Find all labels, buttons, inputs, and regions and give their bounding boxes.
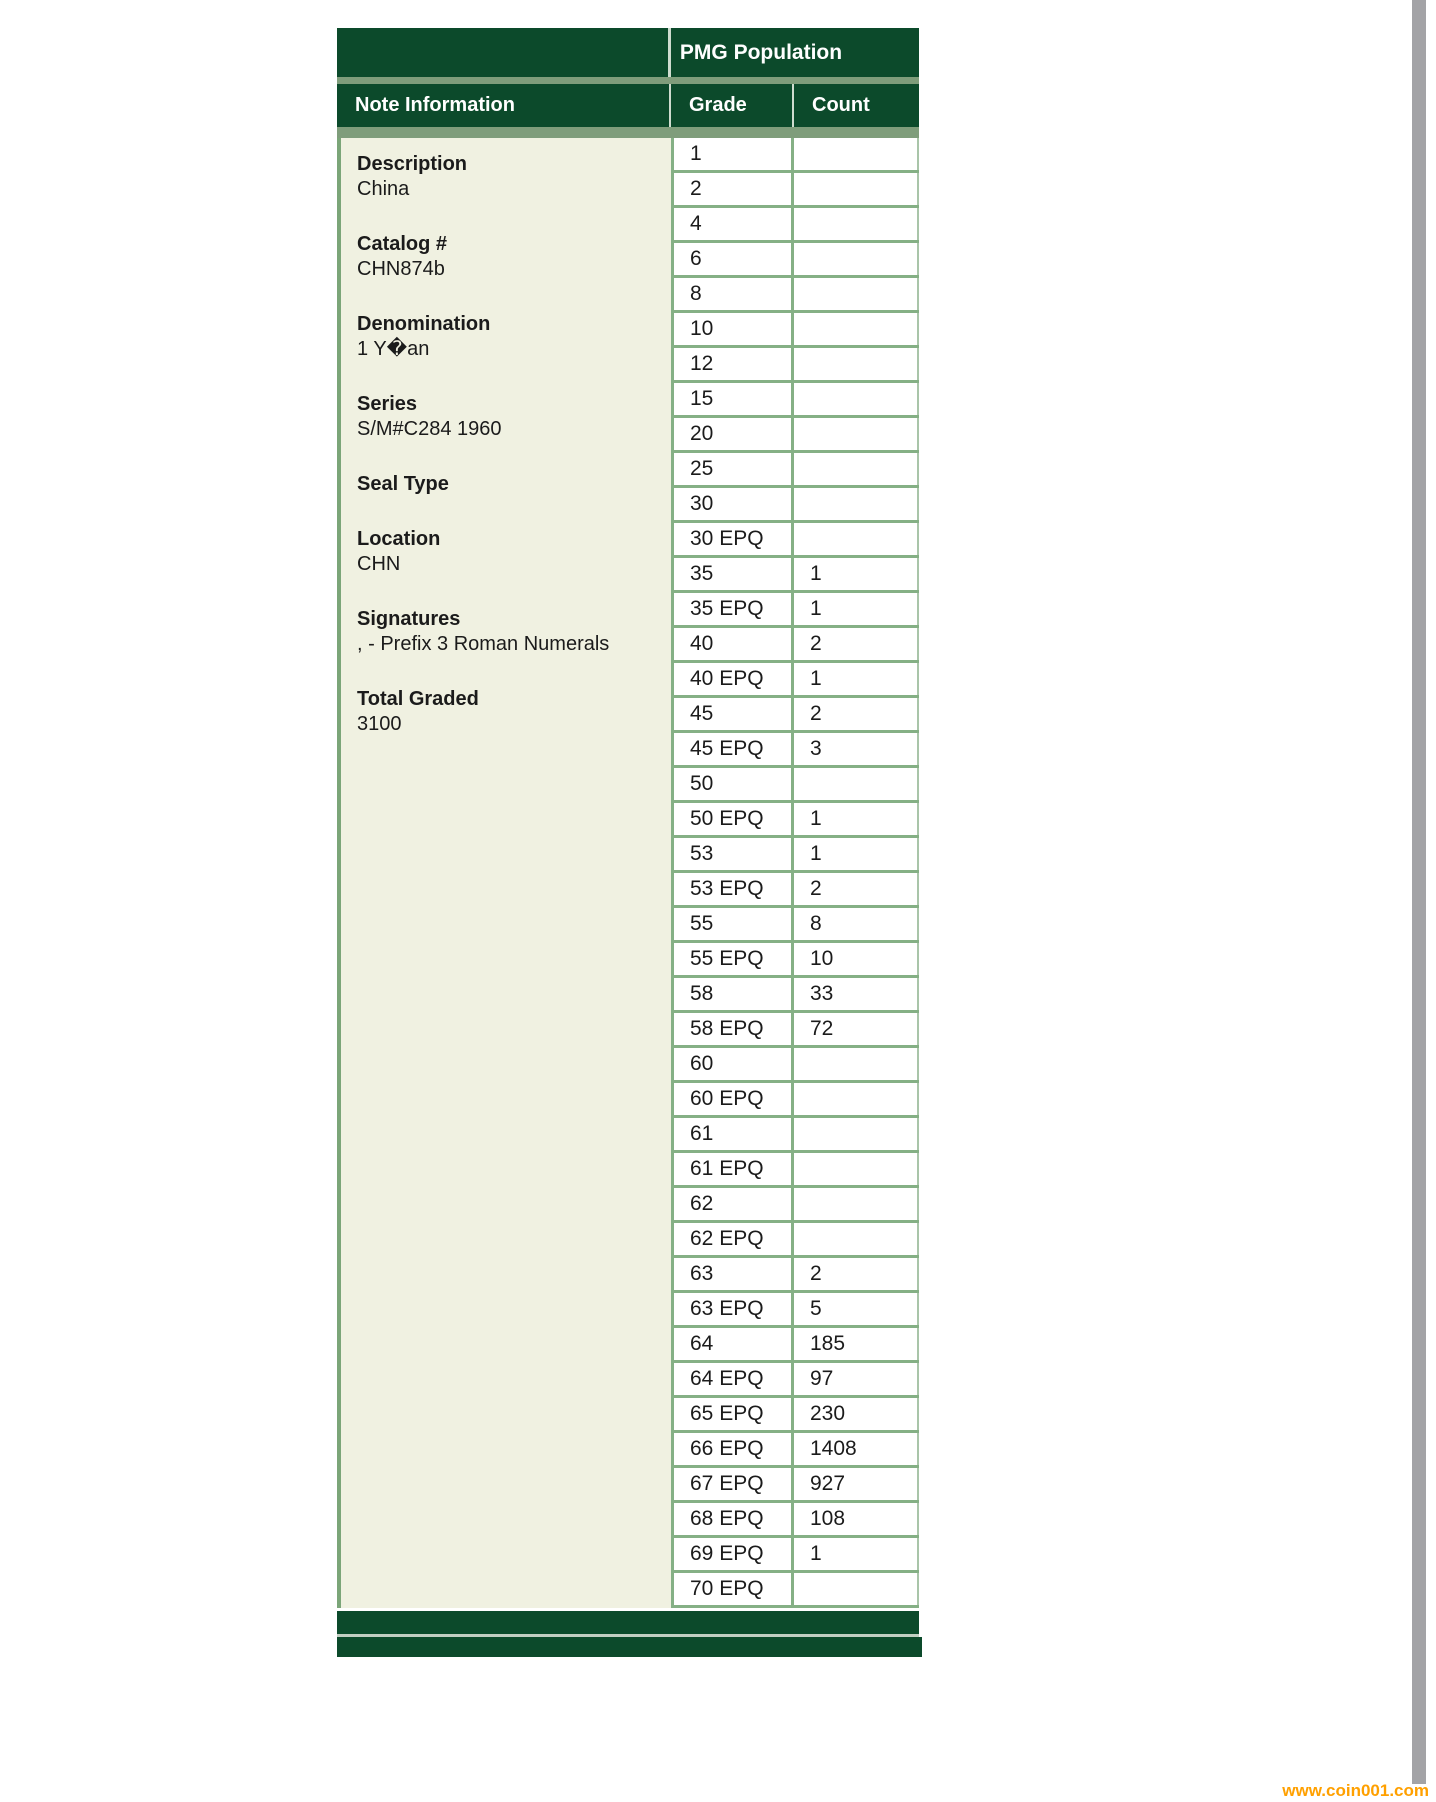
sage-divider-bottom xyxy=(337,127,919,138)
grade-cell: 12 xyxy=(671,348,794,380)
population-row xyxy=(671,838,919,873)
grade-cell: 30 xyxy=(671,488,794,520)
count-cell: 97 xyxy=(794,1363,919,1395)
grade-cell: 2 xyxy=(671,173,794,205)
count-cell xyxy=(794,523,919,555)
grade-cell: 66 EPQ xyxy=(671,1433,794,1465)
population-row xyxy=(671,908,919,943)
grade-cell: 61 xyxy=(671,1118,794,1150)
grade-cell: 6 xyxy=(671,243,794,275)
note-info-value: CHN xyxy=(357,553,401,575)
count-cell xyxy=(794,383,919,415)
grade-cell: 25 xyxy=(671,453,794,485)
population-row xyxy=(671,208,919,243)
count-cell xyxy=(794,1118,919,1150)
vertical-scrollbar[interactable] xyxy=(1412,0,1426,1784)
grade-cell: 1 xyxy=(671,138,794,170)
population-row xyxy=(671,313,919,348)
population-row xyxy=(671,138,919,173)
population-row xyxy=(671,1328,919,1363)
grade-cell: 20 xyxy=(671,418,794,450)
note-info-value: , - Prefix 3 Roman Numerals xyxy=(357,633,610,655)
count-cell xyxy=(794,208,919,240)
count-cell: 2 xyxy=(794,1258,919,1290)
note-info-field xyxy=(357,527,661,577)
population-row xyxy=(671,348,919,383)
grade-cell: 15 xyxy=(671,383,794,415)
population-row xyxy=(671,593,919,628)
count-cell xyxy=(794,173,919,205)
count-cell: 1 xyxy=(794,663,919,695)
population-row xyxy=(671,1188,919,1223)
note-info-field xyxy=(357,607,661,657)
grade-cell: 63 EPQ xyxy=(671,1293,794,1325)
note-information-panel xyxy=(337,138,671,1608)
count-cell: 1 xyxy=(794,593,919,625)
note-info-field xyxy=(357,232,661,282)
population-row xyxy=(671,1468,919,1503)
note-info-value: China xyxy=(357,178,410,200)
count-cell: 1 xyxy=(794,558,919,590)
population-title-bar xyxy=(337,28,919,77)
count-cell: 72 xyxy=(794,1013,919,1045)
population-row xyxy=(671,803,919,838)
population-row xyxy=(671,943,919,978)
count-cell: 2 xyxy=(794,873,919,905)
note-info-label: Catalog # xyxy=(357,233,448,255)
grade-cell: 58 EPQ xyxy=(671,1013,794,1045)
note-info-label: Signatures xyxy=(357,608,461,630)
note-info-label: Seal Type xyxy=(357,473,449,495)
population-row xyxy=(671,1293,919,1328)
count-cell: 33 xyxy=(794,978,919,1010)
grade-cell: 62 xyxy=(671,1188,794,1220)
note-info-value: CHN874b xyxy=(357,258,445,280)
population-row xyxy=(671,1048,919,1083)
population-row xyxy=(671,278,919,313)
count-cell: 8 xyxy=(794,908,919,940)
note-info-value: 3100 xyxy=(357,713,402,735)
grade-cell: 40 EPQ xyxy=(671,663,794,695)
grade-cell: 64 EPQ xyxy=(671,1363,794,1395)
grade-cell: 45 EPQ xyxy=(671,733,794,765)
population-grade-table xyxy=(671,138,919,1608)
population-row xyxy=(671,523,919,558)
population-row xyxy=(671,418,919,453)
grade-cell: 65 EPQ xyxy=(671,1398,794,1430)
watermark-text: www.coin001.com xyxy=(1282,1781,1429,1800)
population-row xyxy=(671,698,919,733)
count-cell: 2 xyxy=(794,698,919,730)
count-cell xyxy=(794,768,919,800)
note-info-field xyxy=(357,312,661,362)
grade-cell: 55 EPQ xyxy=(671,943,794,975)
count-cell: 10 xyxy=(794,943,919,975)
count-cell xyxy=(794,138,919,170)
footer-bar-bottom xyxy=(337,1637,922,1657)
count-cell xyxy=(794,1153,919,1185)
grade-cell: 4 xyxy=(671,208,794,240)
population-row xyxy=(671,1363,919,1398)
grade-cell: 53 xyxy=(671,838,794,870)
population-row xyxy=(671,628,919,663)
count-cell xyxy=(794,453,919,485)
pmg-population-panel xyxy=(337,28,919,1657)
note-info-label: Total Graded xyxy=(357,688,479,710)
note-info-field xyxy=(357,392,661,442)
note-information-header: Note Information xyxy=(337,84,671,127)
population-row xyxy=(671,733,919,768)
grade-cell: 53 EPQ xyxy=(671,873,794,905)
count-cell xyxy=(794,1083,919,1115)
grade-cell: 50 EPQ xyxy=(671,803,794,835)
population-row xyxy=(671,1223,919,1258)
note-info-label: Denomination xyxy=(357,313,491,335)
count-cell xyxy=(794,1573,919,1605)
count-cell: 1 xyxy=(794,838,919,870)
grade-cell: 10 xyxy=(671,313,794,345)
grade-cell: 40 xyxy=(671,628,794,660)
grade-cell: 60 xyxy=(671,1048,794,1080)
count-column-header: Count xyxy=(812,94,870,116)
count-cell: 1 xyxy=(794,1538,919,1570)
count-cell xyxy=(794,243,919,275)
count-cell: 185 xyxy=(794,1328,919,1360)
sage-divider-top xyxy=(337,77,919,84)
grade-cell: 64 xyxy=(671,1328,794,1360)
grade-cell: 63 xyxy=(671,1258,794,1290)
column-header-row xyxy=(337,84,919,127)
note-info-value: S/M#C284 1960 xyxy=(357,418,502,440)
population-row xyxy=(671,1573,919,1608)
population-row xyxy=(671,663,919,698)
grade-cell: 58 xyxy=(671,978,794,1010)
count-cell: 1 xyxy=(794,803,919,835)
note-info-field xyxy=(357,472,661,497)
count-cell: 3 xyxy=(794,733,919,765)
count-cell xyxy=(794,488,919,520)
footer-bar-top xyxy=(337,1611,919,1634)
count-cell xyxy=(794,418,919,450)
population-row xyxy=(671,383,919,418)
grade-cell: 70 EPQ xyxy=(671,1573,794,1605)
population-title: PMG Population xyxy=(679,40,843,64)
report-body xyxy=(337,138,919,1608)
grade-cell: 45 xyxy=(671,698,794,730)
population-row xyxy=(671,1503,919,1538)
count-cell xyxy=(794,1048,919,1080)
population-row xyxy=(671,873,919,908)
grade-cell: 61 EPQ xyxy=(671,1153,794,1185)
population-row xyxy=(671,1118,919,1153)
grade-cell: 35 xyxy=(671,558,794,590)
count-cell xyxy=(794,278,919,310)
grade-cell: 68 EPQ xyxy=(671,1503,794,1535)
population-row xyxy=(671,1433,919,1468)
count-cell: 927 xyxy=(794,1468,919,1500)
note-info-field xyxy=(357,687,661,737)
count-cell: 108 xyxy=(794,1503,919,1535)
note-info-field xyxy=(357,152,661,202)
grade-cell: 69 EPQ xyxy=(671,1538,794,1570)
count-cell xyxy=(794,348,919,380)
count-cell xyxy=(794,1188,919,1220)
title-bar-spacer xyxy=(337,28,671,77)
population-row xyxy=(671,1083,919,1118)
population-row xyxy=(671,558,919,593)
population-row xyxy=(671,1013,919,1048)
count-cell: 2 xyxy=(794,628,919,660)
note-info-label: Series xyxy=(357,393,418,415)
population-row xyxy=(671,1398,919,1433)
count-cell: 1408 xyxy=(794,1433,919,1465)
population-row xyxy=(671,1258,919,1293)
count-cell: 230 xyxy=(794,1398,919,1430)
grade-cell: 60 EPQ xyxy=(671,1083,794,1115)
population-row xyxy=(671,173,919,208)
population-row xyxy=(671,1538,919,1573)
note-info-value: 1 Y�an xyxy=(357,338,430,360)
grade-cell: 30 EPQ xyxy=(671,523,794,555)
grade-cell: 62 EPQ xyxy=(671,1223,794,1255)
population-row xyxy=(671,243,919,278)
grade-cell: 50 xyxy=(671,768,794,800)
note-info-label: Location xyxy=(357,528,441,550)
note-info-label: Description xyxy=(357,153,468,175)
grade-cell: 67 EPQ xyxy=(671,1468,794,1500)
count-cell xyxy=(794,1223,919,1255)
population-row xyxy=(671,453,919,488)
grade-column-header: Grade xyxy=(671,84,794,127)
count-cell xyxy=(794,313,919,345)
count-cell: 5 xyxy=(794,1293,919,1325)
population-row xyxy=(671,488,919,523)
population-row xyxy=(671,768,919,803)
grade-cell: 35 EPQ xyxy=(671,593,794,625)
grade-cell: 55 xyxy=(671,908,794,940)
population-row xyxy=(671,978,919,1013)
population-row xyxy=(671,1153,919,1188)
grade-cell: 8 xyxy=(671,278,794,310)
